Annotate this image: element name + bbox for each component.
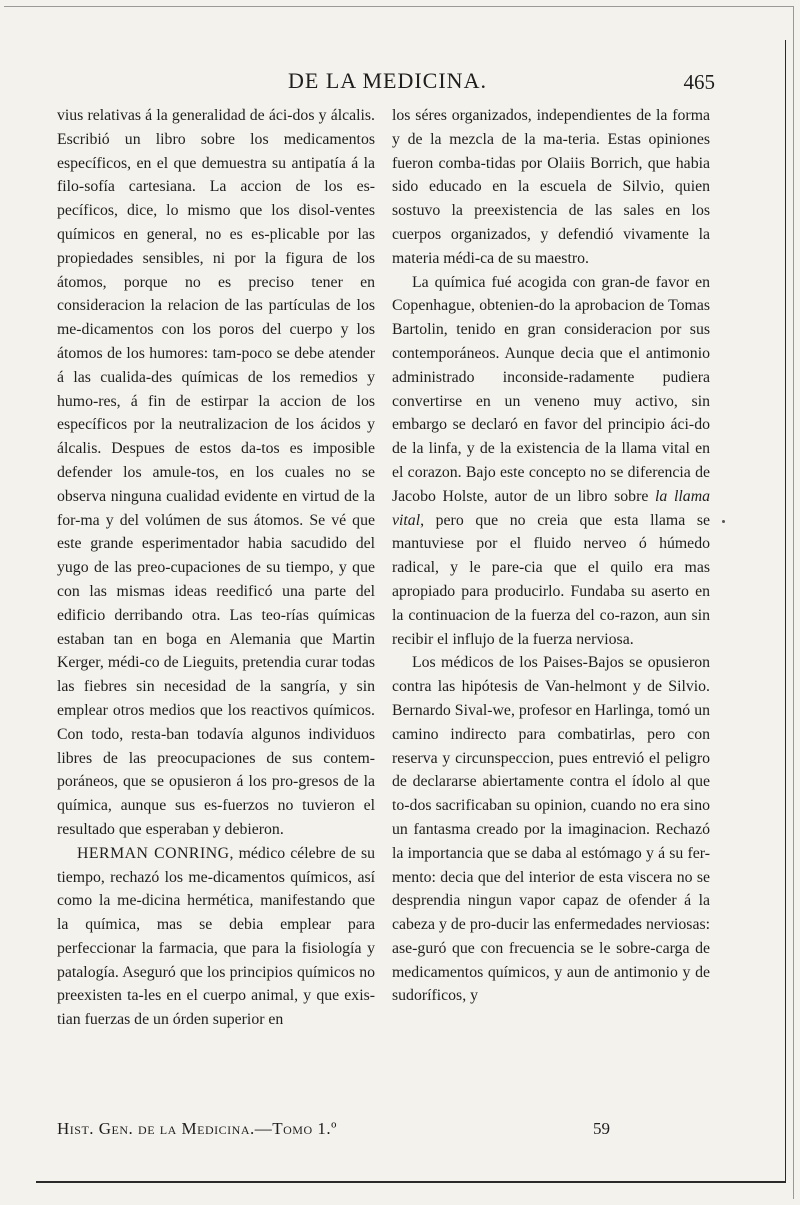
running-title: DE LA MEDICINA. [288,68,487,93]
left-paragraph-2 [57,842,375,1032]
signature-mark: 59 [593,1119,610,1138]
right-paragraph-2-after: , pero que no creia que esta llama se mantuviese por el fluido nerveo ó húmedo radical, y le pare-cia que el quilo era mas apropiado para producirlo. Fundaba su aserto en la continuacion de la fuerza del co-razon, aun sin recibir el influjo de la fuerza nerviosa. [392,511,710,648]
right-paragraph-3: Los médicos de los Paises-Bajos se opusieron contra las hipótesis de Van-helmont y de Silvio. Bernardo Sival-we, profesor en Harlinga, tomó un camino indirecto para combatirlas, pero con reserva y circunspeccion, pues entrevió el peligro de declararse abiertamente contra el ídolo al que to-dos sacrificaban su opinion, cuando no era sino un fantasma creado por la imaginacion. Rechazó la importancia que se daba al estómago y á su fer-mento: decia que del interior de esta viscera no se desprendia ningun vapor capaz de ofender á la cabeza y de pro-ducir las enfermedades nerviosas: ase-guró que con frecuencia se le sobre-carga de medicamentos químicos, y aun de antimonio y de sudoríficos, y [392,654,710,1005]
right-paragraph-2-before: La química fué acogida con gran-de favor en Copenhague, obtenien-do la aprobacion de Tomas Bartolin, tenido en gran consideracion por sus contemporáneos. Aunque decia que el antimonio administrado inconside-radamente pudiera convertirse en un veneno muy activo, sin embargo se declaró en favor del principio áci-do de la linfa, y de la existencia de la llama vital en el corazon. Bajo este concepto no se diferencia de Jacobo Holste, autor de un libro sobre [392,273,710,505]
herman-conring-name: HERMAN CONRING [77,844,230,862]
right-column [392,104,710,1008]
right-paragraph-2 [392,271,710,652]
margin-speck [722,520,725,523]
llama-vital-title: la llama vital [392,487,710,529]
page-number: 465 [683,70,715,94]
left-column [57,104,375,1032]
right-paragraph-1: los séres organizados, independientes de la forma y de la mezcla de la ma-teria. Estas opiniones fueron comba-tidas por Olaiis Borrich, que habia sido educado en la escuela de Silvio, quien sostuvo la preexistencia de las sales en los cuerpos organizados, y defendió vivamente la materia médi-ca de su maestro. [392,107,710,267]
left-paragraph-2-text: , médico célebre de su tiempo, rechazó los me-dicamentos químicos, así como la me-dicina hermética, manifestando que la química, mas se debia emplear para perfeccionar la farmacia, que para la fisiología y patalogía. Aseguró que los principios químicos no preexisten ta-les en el cuerpo animal, y que exis-tian fuerzas de un órden superior en [57,844,376,1029]
left-paragraph-1: vius relativas á la generalidad de áci-dos y álcalis. Escribió un libro sobre los medicamentos específicos, en el que demuestra su antipatía á la filo-sofía cartesiana. La accion de los es-pecíficos, dice, lo mismo que los disol-ventes químicos en general, no es es-plicable por las propiedades sensibles, ni por la figura de los átomos, porque no es preciso tener en consideracion la relacion de las partículas de los me-dicamentos con los poros del cuerpo y los átomos de los humores: tam-poco se debe atender á las cualida-des químicas de los remedios y humo-res, á fin de estirpar la accion de los específicos por la neutralizacion de los ácidos y álcalis. Despues de estos da-tos es imposible defender los amule-tos, en los cuales no se observa ninguna cualidad evidente en virtud de la for-ma y del volúmen de sus átomos. Se vé que este grande esperimentador habia sacudido del yugo de las preo-cupaciones de su tiempo, y que con las mismas ideas reedificó una parte del edificio derribando otra. Las teo-rías químicas estaban tan en boga en Alemania que Martin Kerger, médi-co de Lieguits, pretendia curar todas las fiebres sin necesidad de la sangría, y sin emplear otros medios que los reactivos químicos. Con todo, resta-ban todavía algunos individuos libres de las preocupaciones de sus contem-poráneos, que se opusieron á los pro-gresos de la química, aunque sus es-fuerzos no tuvieron el resultado que esperaban y debieron. [57,107,375,838]
footer-title: Hist. Gen. de la Medicina.—Tomo 1.º [57,1119,337,1138]
page-footer [57,1119,657,1143]
page-header [60,68,715,98]
